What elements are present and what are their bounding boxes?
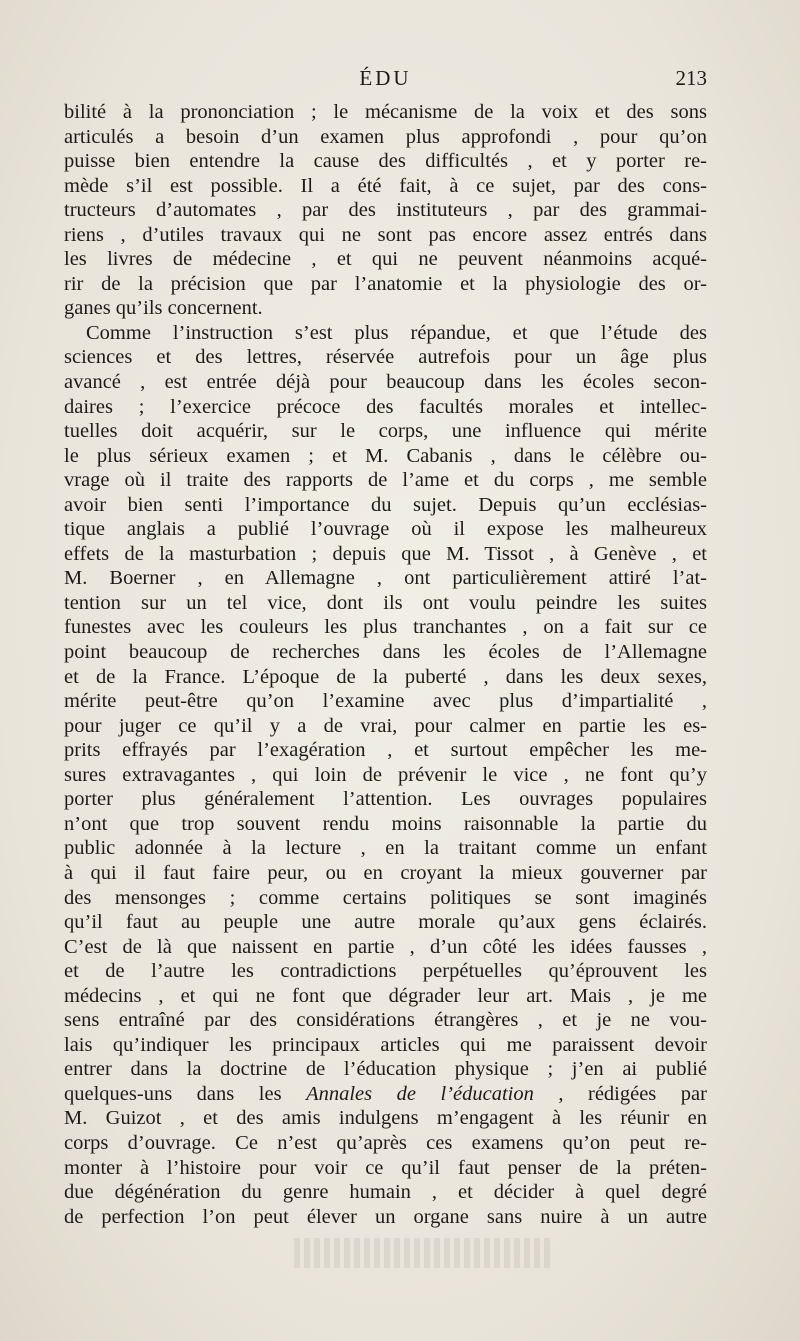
text-line: bilité à la prononciation ; le mécanisme de la voix et des sons [64,101,707,123]
text-line: rir de la précision que par l’anatomie et la physiologie des or- [64,272,707,295]
text-line: effets de la masturbation ; depuis que M. Tissot , à Genève , et [64,542,707,565]
paragraph-start-line: Comme l’instruction s’est plus répandue, et que l’étude des [86,321,707,344]
text-line: des mensonges ; comme certains politiques se sont imaginés [64,886,707,909]
paragraph-end-line: ganes qu’ils concernent. [64,297,263,320]
text-line: tention sur un tel vice, dont ils ont voulu peindre les suites [64,591,707,614]
text-line: le plus sérieux examen ; et M. Cabanis , dans le célèbre ou- [64,444,707,467]
text-line: entrer dans la doctrine de l’éducation physique ; j’en ai publié [64,1058,707,1081]
text-line: riens , d’utiles travaux qui ne sont pas encore assez entrés dans [64,223,707,246]
text-line: de perfection l’on peut élever un organe sans nuire à un autre [64,1205,707,1228]
italic-title: Annales de l’éducation [306,1082,534,1105]
text-line: public adonnée à la lecture , en la traitant comme un enfant [64,837,707,860]
text-line: sciences et des lettres, réservée autrefois pour un âge plus [64,346,707,369]
text-line: vrage où il traite des rapports de l’ame et du corps , me semble [64,469,707,492]
text-line: mède s’il est possible. Il a été fait, à ce sujet, par des cons- [64,174,707,197]
text-line: lais qu’indiquer les principaux articles qui me paraissent devoir [64,1033,707,1056]
text-line: M. Boerner , en Allemagne , ont particulièrement attiré l’at- [64,567,707,590]
text-segment: quelques-uns dans les [64,1082,307,1105]
text-segment: , rédigées par [533,1082,707,1105]
running-head: ÉDU [359,66,412,90]
text-line: médecins , et qui ne font que dégrader leur art. Mais , je me [64,984,707,1007]
text-line: et de la France. L’époque de la puberté , dans les deux sexes, [64,665,707,688]
text-line: sures extravagantes , qui loin de prévenir le vice , ne font qu’y [64,763,707,786]
text-line: les livres de médecine , et qui ne peuvent néanmoins acqué- [64,248,707,271]
body-text [64,100,707,1229]
text-line: due dégénération du genre humain , et décider à quel degré [64,1181,707,1204]
text-line: puisse bien entendre la cause des difficultés , et y porter re- [64,150,707,173]
text-line: tique anglais a publié l’ouvrage où il expose les malheureux [64,518,707,541]
text-line-with-italic-title [64,1082,707,1107]
text-line: corps d’ouvrage. Ce n’est qu’après ces examens qu’on peut re- [64,1131,707,1154]
text-line: C’est de là que naissent en partie , d’un côté les idées fausses , [64,935,707,958]
text-line: funestes avec les couleurs les plus tranchantes , on a fait sur ce [64,616,707,639]
text-line: mérite peut-être qu’on l’examine avec plus d’impartialité , [64,690,707,713]
text-line: porter plus généralement l’attention. Les ouvrages populaires [64,788,707,811]
text-line: monter à l’histoire pour voir ce qu’il faut penser de la préten- [64,1156,707,1179]
text-line: et de l’autre les contradictions perpétuelles qu’éprouvent les [64,960,707,983]
text-line: tuelles doit acquérir, sur le corps, une influence qui mérite [64,420,707,443]
page-number: 213 [675,66,707,90]
text-line: n’ont que trop souvent rendu moins raisonnable la partie du [64,812,707,835]
page-header [64,66,707,96]
text-line: daires ; l’exercice précoce des facultés morales et intellec- [64,395,707,418]
text-line: point beaucoup de recherches dans les écoles de l’Allemagne [64,641,707,664]
text-line: prits effrayés par l’exagération , et surtout empêcher les me- [64,739,707,762]
text-line: articulés a besoin d’un examen plus approfondi , pour qu’on [64,125,707,148]
text-line: pour juger ce qu’il y a de vrai, pour calmer en partie les es- [64,714,707,737]
text-line: à qui il faut faire peur, ou en croyant la mieux gouverner par [64,861,707,884]
text-line: tructeurs d’automates , par des instituteurs , par des grammai- [64,199,707,222]
text-line: M. Guizot , et des amis indulgens m’engagent à les réunir en [64,1107,707,1130]
text-line: avancé , est entrée déjà pour beaucoup dans les écoles secon- [64,371,707,394]
text-line: qu’il faut au peuple une autre morale qu’aux gens éclairés. [64,911,707,934]
text-line: avoir bien senti l’importance du sujet. Depuis qu’un ecclésias- [64,493,707,516]
text-line: sens entraîné par des considérations étrangères , et je ne vou- [64,1009,707,1032]
bleed-through-shadow [290,1238,550,1268]
